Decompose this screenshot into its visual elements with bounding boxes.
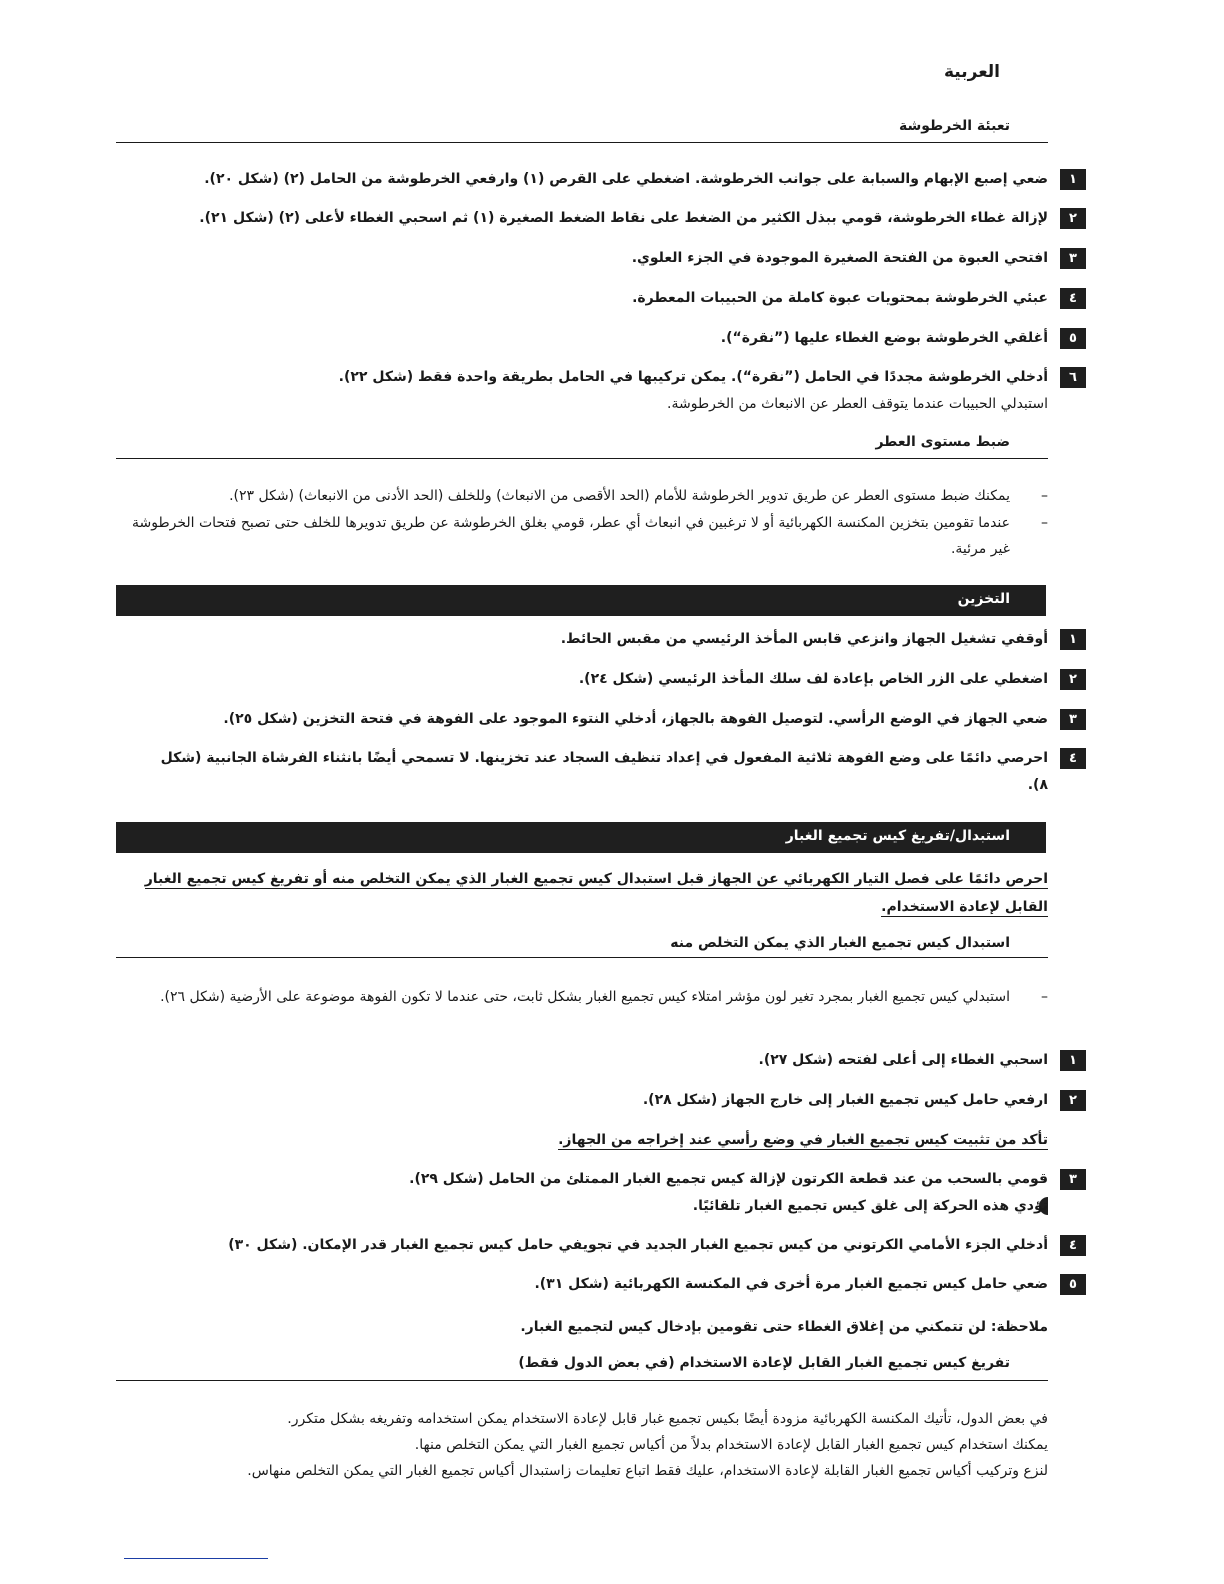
step-item (128, 1047, 1077, 1074)
step-text: اضغطي على الزر الخاص بإعادة لف سلك المأخذ الرئيسي (شكل ٢٤). (578, 671, 1048, 687)
reusable-paragraph-1: في بعض الدول، تأتيك المكنسة الكهربائية مزودة أيضًا بكيس تجميع غبار قابل لإعادة الاستخدام يمكن استخدامه وتفريغه بشكل متكرر. (287, 1411, 1048, 1427)
result-item (128, 1193, 1048, 1220)
step-item (128, 1271, 1077, 1298)
step-text: أدخلي الخرطوشة مجددًا في الحامل (”نقرة“). يمكن تركيبها في الحامل بطريقة واحدة فقط (شكل ٢٢). (338, 369, 1048, 385)
step-text: ضعي إصبع الإبهام والسبابة على جوانب الخرطوشة. اضغطي على القرص (١) وارفعي الخرطوشة من الحامل (٢) (شكل ٢٠). (204, 171, 1048, 187)
step-text: عبئي الخرطوشة بمحتويات عبوة كاملة من الحبيبات المعطرة. (632, 290, 1048, 306)
step-number: ٢ (1060, 208, 1086, 229)
note-text: ملاحظة: لن تتمكني من إغلاق الغطاء حتى تقومين بإدخال كيس لتجميع الغبار. (520, 1319, 1048, 1335)
bullet-dash: – (1041, 515, 1048, 531)
step-item (128, 285, 1077, 312)
heading-rule (116, 1380, 1048, 1381)
cartridge-note: استبدلي الحبيبات عندما يتوقف العطر عن الانبعاث من الخرطوشة. (667, 396, 1048, 412)
step-item (128, 626, 1077, 653)
reusable-paragraph-2: يمكنك استخدام كيس تجميع الغبار القابل لإعادة الاستخدام بدلاً من أكياس تجميع الغبار التي يمكن التخلص منها. (414, 1437, 1048, 1453)
step-item (153, 745, 1077, 799)
step-text: افتحي العبوة من الفتحة الصغيرة الموجودة في الجزء العلوي. (631, 250, 1048, 266)
bullet-dash: – (1041, 488, 1048, 504)
step-item (128, 245, 1077, 272)
step-item (128, 666, 1077, 693)
cartridge-filling-heading: تعبئة الخرطوشة (898, 118, 1010, 134)
step-number: ١ (1060, 629, 1086, 650)
warning-underlined: احرص دائمًا على فصل التيار الكهربائي عن الجهاز قبل استبدال كيس تجميع الغبار الذي يمكن التخلص منه أو تفريغ كيس تجميع الغبار القابل لإعادة الاستخدام. (144, 871, 1048, 915)
disposable-bag-heading: استبدال كيس تجميع الغبار الذي يمكن التخلص منه (670, 935, 1010, 951)
step-text: ضعي الجهاز في الوضع الرأسي. لتوصيل الفوهة بالجهاز، أدخلي النتوء الموجود على الفوهة في فتحة التخزين (شكل ٢٥). (223, 711, 1048, 727)
warning-underlined: تأكد من تثبيت كيس تجميع الغبار في وضع رأسي عند إخراجه من الجهاز. (558, 1132, 1048, 1148)
step-number: ٣ (1060, 1169, 1086, 1190)
step-item (128, 205, 1077, 232)
dustbag-title: استبدال/تفريغ كيس تجميع الغبار (785, 828, 1010, 844)
step-text: أغلقي الخرطوشة بوضع الغطاء عليها (”نقرة“). (720, 330, 1048, 346)
section-header (116, 822, 1046, 853)
storage-title: التخزين (957, 591, 1010, 607)
warning-text (136, 865, 1048, 921)
step-number: ١ (1060, 169, 1086, 190)
section-header (116, 585, 1046, 616)
step-item (128, 325, 1077, 352)
heading-rule (116, 142, 1048, 143)
step-item (128, 1232, 1077, 1259)
step-text: قومي بالسحب من عند قطعة الكرتون لإزالة كيس تجميع الغبار الممتلئ من الحامل (شكل ٢٩). (409, 1171, 1048, 1187)
step-number: ٤ (1060, 1235, 1086, 1256)
reusable-bag-heading: تفريغ كيس تجميع الغبار القابل لإعادة الاستخدام (في بعض الدول فقط) (518, 1355, 1010, 1371)
step-number: ٣ (1060, 248, 1086, 269)
step-number: ١ (1060, 1050, 1086, 1071)
step-item (128, 166, 1077, 193)
step-item (128, 364, 1077, 391)
upright-warning (558, 1126, 1048, 1154)
bullet-dash: – (1041, 989, 1048, 1005)
step-text: أوقفي تشغيل الجهاز وانزعي قابس المأخذ الرئيسي من مقبس الحائط. (560, 631, 1048, 647)
heading-rule (116, 458, 1048, 459)
fragrance-level-heading: ضبط مستوى العطر (875, 434, 1010, 450)
reusable-paragraph-3: لنزع وتركيب أكياس تجميع الغبار القابلة لإعادة الاستخدام، عليك فقط اتباع تعليمات زاستبدال أكياس تجميع الغبار التي يمكن التخلص منهاس. (247, 1463, 1048, 1479)
step-number: ٥ (1060, 328, 1086, 349)
footnote-rule (124, 1558, 268, 1559)
step-text: لإزالة غطاء الخرطوشة، قومي ببذل الكثير من الضغط على نقاط الضغط الصغيرة (١) ثم اسحبي الغطاء لأعلى (٢) (شكل ٢١). (199, 210, 1048, 226)
step-item (128, 706, 1077, 733)
bullet-text: يمكنك ضبط مستوى العطر عن طريق تدوير الخرطوشة للأمام (الحد الأقصى من الانبعاث) وللخلف (الحد الأدنى من الانبعاث) (شكل ٢٣). (229, 488, 1010, 504)
step-text: اسحبي الغطاء إلى أعلى لفتحه (شكل ٢٧). (758, 1052, 1048, 1068)
bullet-text: استبدلي كيس تجميع الغبار بمجرد تغير لون مؤشر امتلاء كيس تجميع الغبار بشكل ثابت، حتى عندما لا تكون الفوهة موضوعة على الأرضية (شكل ٢٦). (160, 989, 1010, 1005)
bullet-item (110, 483, 1048, 509)
step-text: ارفعي حامل كيس تجميع الغبار إلى خارج الجهاز (شكل ٢٨). (642, 1092, 1048, 1108)
step-text: ضعي حامل كيس تجميع الغبار مرة أخرى في المكنسة الكهربائية (شكل ٣١). (534, 1276, 1048, 1292)
step-number: ٢ (1060, 669, 1086, 690)
step-number: ٣ (1060, 709, 1086, 730)
result-text: تؤدي هذه الحركة إلى غلق كيس تجميع الغبار تلقائيًا. (692, 1198, 1048, 1214)
step-number: ٤ (1060, 288, 1086, 309)
step-text: أدخلي الجزء الأمامي الكرتوني من كيس تجميع الغبار الجديد في تجويفي حامل كيس تجميع الغبار قدر الإمكان. (شكل ٣٠) (228, 1237, 1048, 1253)
heading-rule (116, 957, 1048, 958)
bullet-text: عندما تقومين بتخزين المكنسة الكهربائية أو لا ترغبين في انبعاث أي عطر، قومي بغلق الخرطوشة عن طريق تدويرها للخلف حتى تصبح فتحات الخرطوشة غير مرئية. (131, 515, 1010, 557)
step-number: ٥ (1060, 1274, 1086, 1295)
language-title: العربية (943, 62, 1000, 82)
bullet-item (140, 984, 1048, 1010)
bullet-item (110, 510, 1048, 562)
step-number: ٢ (1060, 1090, 1086, 1111)
step-number: ٤ (1060, 748, 1086, 769)
step-number: ٦ (1060, 367, 1086, 388)
step-item (128, 1087, 1077, 1114)
step-item (128, 1166, 1077, 1193)
step-text: احرصي دائمًا على وضع الفوهة ثلاثية المفعول في إعداد تنظيف السجاد عند تخزينها. لا تسمحي أيضًا بانثناء الفرشاة الجانبية (شكل ٨). (160, 750, 1048, 793)
